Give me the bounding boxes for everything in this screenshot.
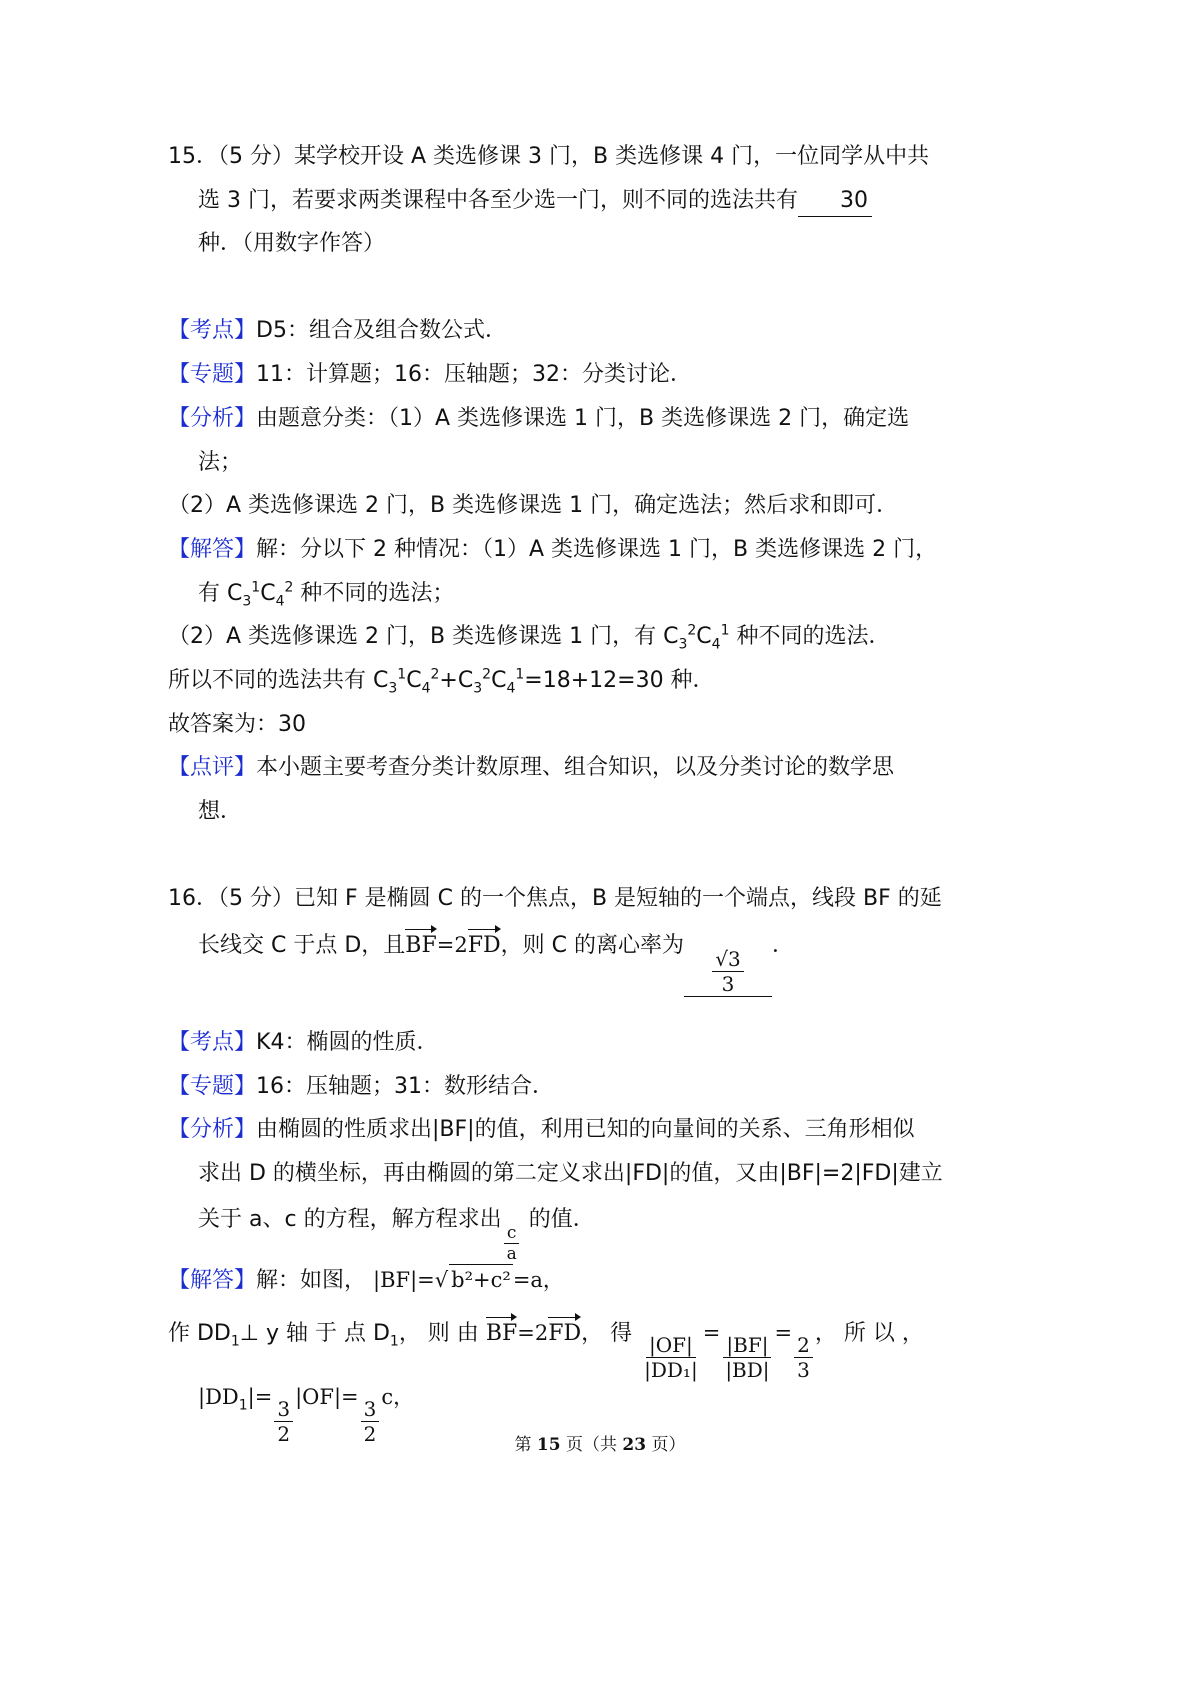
q15-kaodian: 【考点】D5：组合及组合数公式． bbox=[168, 318, 507, 343]
q15-fenxi: 【分析】由题意分类：（1）A 类选修课选 1 门，B 类选修课选 2 门，确定选 bbox=[168, 406, 910, 431]
q15-line3: 种．（用数字作答） bbox=[198, 231, 386, 256]
zhuanti-tag: 【专题】 bbox=[168, 362, 257, 387]
page-number: 15 bbox=[536, 1435, 561, 1455]
q16-kaodian: 【考点】K4：椭圆的性质． bbox=[168, 1030, 439, 1055]
q15-fenxi-line3: （2）A 类选修课选 2 门，B 类选修课选 1 门，确定选法；然后求和即可． bbox=[168, 493, 899, 518]
q15-jieda-line3: （2）A 类选修课选 2 门，B 类选修课选 1 门，有 $C_3^2C_4^1$ 种不同的选法． bbox=[168, 622, 891, 653]
jieda-tag: 【解答】 bbox=[168, 1268, 257, 1293]
q15-answer: 30 bbox=[798, 186, 872, 217]
q15-fenxi-cont: 法； bbox=[198, 450, 243, 475]
vector-fd: FD bbox=[468, 931, 501, 961]
q16-zhuanti: 【专题】16：压轴题；31：数形结合． bbox=[168, 1074, 555, 1099]
q16-jieda: 【解答】解：如图， |BF|=√ b²+c²=a， bbox=[168, 1264, 564, 1296]
total-pages: 23 bbox=[622, 1435, 647, 1455]
kaodian-tag: 【考点】 bbox=[168, 318, 257, 343]
q15-line2: 选 3 门，若要求两类课程中各至少选一门，则不同的选法共有 30 bbox=[198, 186, 872, 217]
q16-jieda-line2: 作 $DD_1\perp$ y 轴 于 点 $D_1$， 则 由 BF=2FD， 得 $\frac{|OF|}{\text{|DD₁|}}$ = $\frac{|BF|}{|BD|}$ = $\frac{2}{3}$ ， 所 以 ， bbox=[168, 1321, 924, 1382]
q15-dianping: 【点评】本小题主要考查分类计数原理、组合知识，以及分类讨论的数学思 bbox=[168, 755, 895, 780]
kaodian-tag: 【考点】 bbox=[168, 1030, 257, 1055]
q16-fenxi-line2: 求出 D 的横坐标，再由椭圆的第二定义求出|FD|的值，又由|BF|=2|FD|建立 bbox=[198, 1161, 943, 1186]
q16-answer: $\frac{√3}{3}$ bbox=[684, 931, 772, 997]
q16-fenxi-line3: 关于 a、c 的方程，解方程求出 $\frac{c}{a}$ 的值． bbox=[198, 1207, 595, 1264]
q15-jieda-line2: 有 $C_3^1C_4^2$ 种不同的选法； bbox=[198, 579, 455, 610]
q16-line1: 16．（5 分）已知 F 是椭圆 C 的一个焦点，B 是短轴的一个端点，线段 BF 的延 bbox=[168, 886, 942, 911]
vector-bf: BF bbox=[486, 1319, 517, 1349]
q16-line2: 长线交 C 于点 D，且BF=2FD，则 C 的离心率为 $\frac{√3}{3}$ ． bbox=[198, 933, 794, 996]
q15-jieda-line4: 所以不同的选法共有 $C_3^1C_4^2+C_3^2C_4^1=18+12=30$ 种． bbox=[168, 666, 715, 697]
dianping-tag: 【点评】 bbox=[168, 755, 257, 780]
q15-jieda: 【解答】解：分以下 2 种情况：（1）A 类选修课选 1 门，B 类选修课选 2 门， bbox=[168, 537, 938, 562]
fenxi-tag: 【分析】 bbox=[168, 1117, 257, 1142]
jieda-tag: 【解答】 bbox=[168, 537, 257, 562]
q15-dianping-cont: 想． bbox=[198, 799, 243, 824]
q15-zhuanti: 【专题】11：计算题；16：压轴题；32：分类讨论． bbox=[168, 362, 692, 387]
page-footer: 第 15 页（共 23 页） bbox=[514, 1435, 686, 1455]
zhuanti-tag: 【专题】 bbox=[168, 1074, 257, 1099]
q16-fenxi: 【分析】由椭圆的性质求出|BF|的值，利用已知的向量间的关系、三角形相似 bbox=[168, 1117, 915, 1142]
vector-bf: BF bbox=[405, 931, 436, 961]
fenxi-tag: 【分析】 bbox=[168, 406, 257, 431]
vector-fd: FD bbox=[548, 1319, 581, 1349]
q15-line1: 15．（5 分）某学校开设 A 类选修课 3 门，B 类选修课 4 门，一位同学从中共 bbox=[168, 144, 930, 169]
q15-jieda-line5: 故答案为：30 bbox=[168, 712, 306, 737]
q16-jieda-line3: $|DD_1|=$ $\frac{3}{2}$ |OF|= $\frac{3}{2}$ c， bbox=[198, 1385, 415, 1446]
